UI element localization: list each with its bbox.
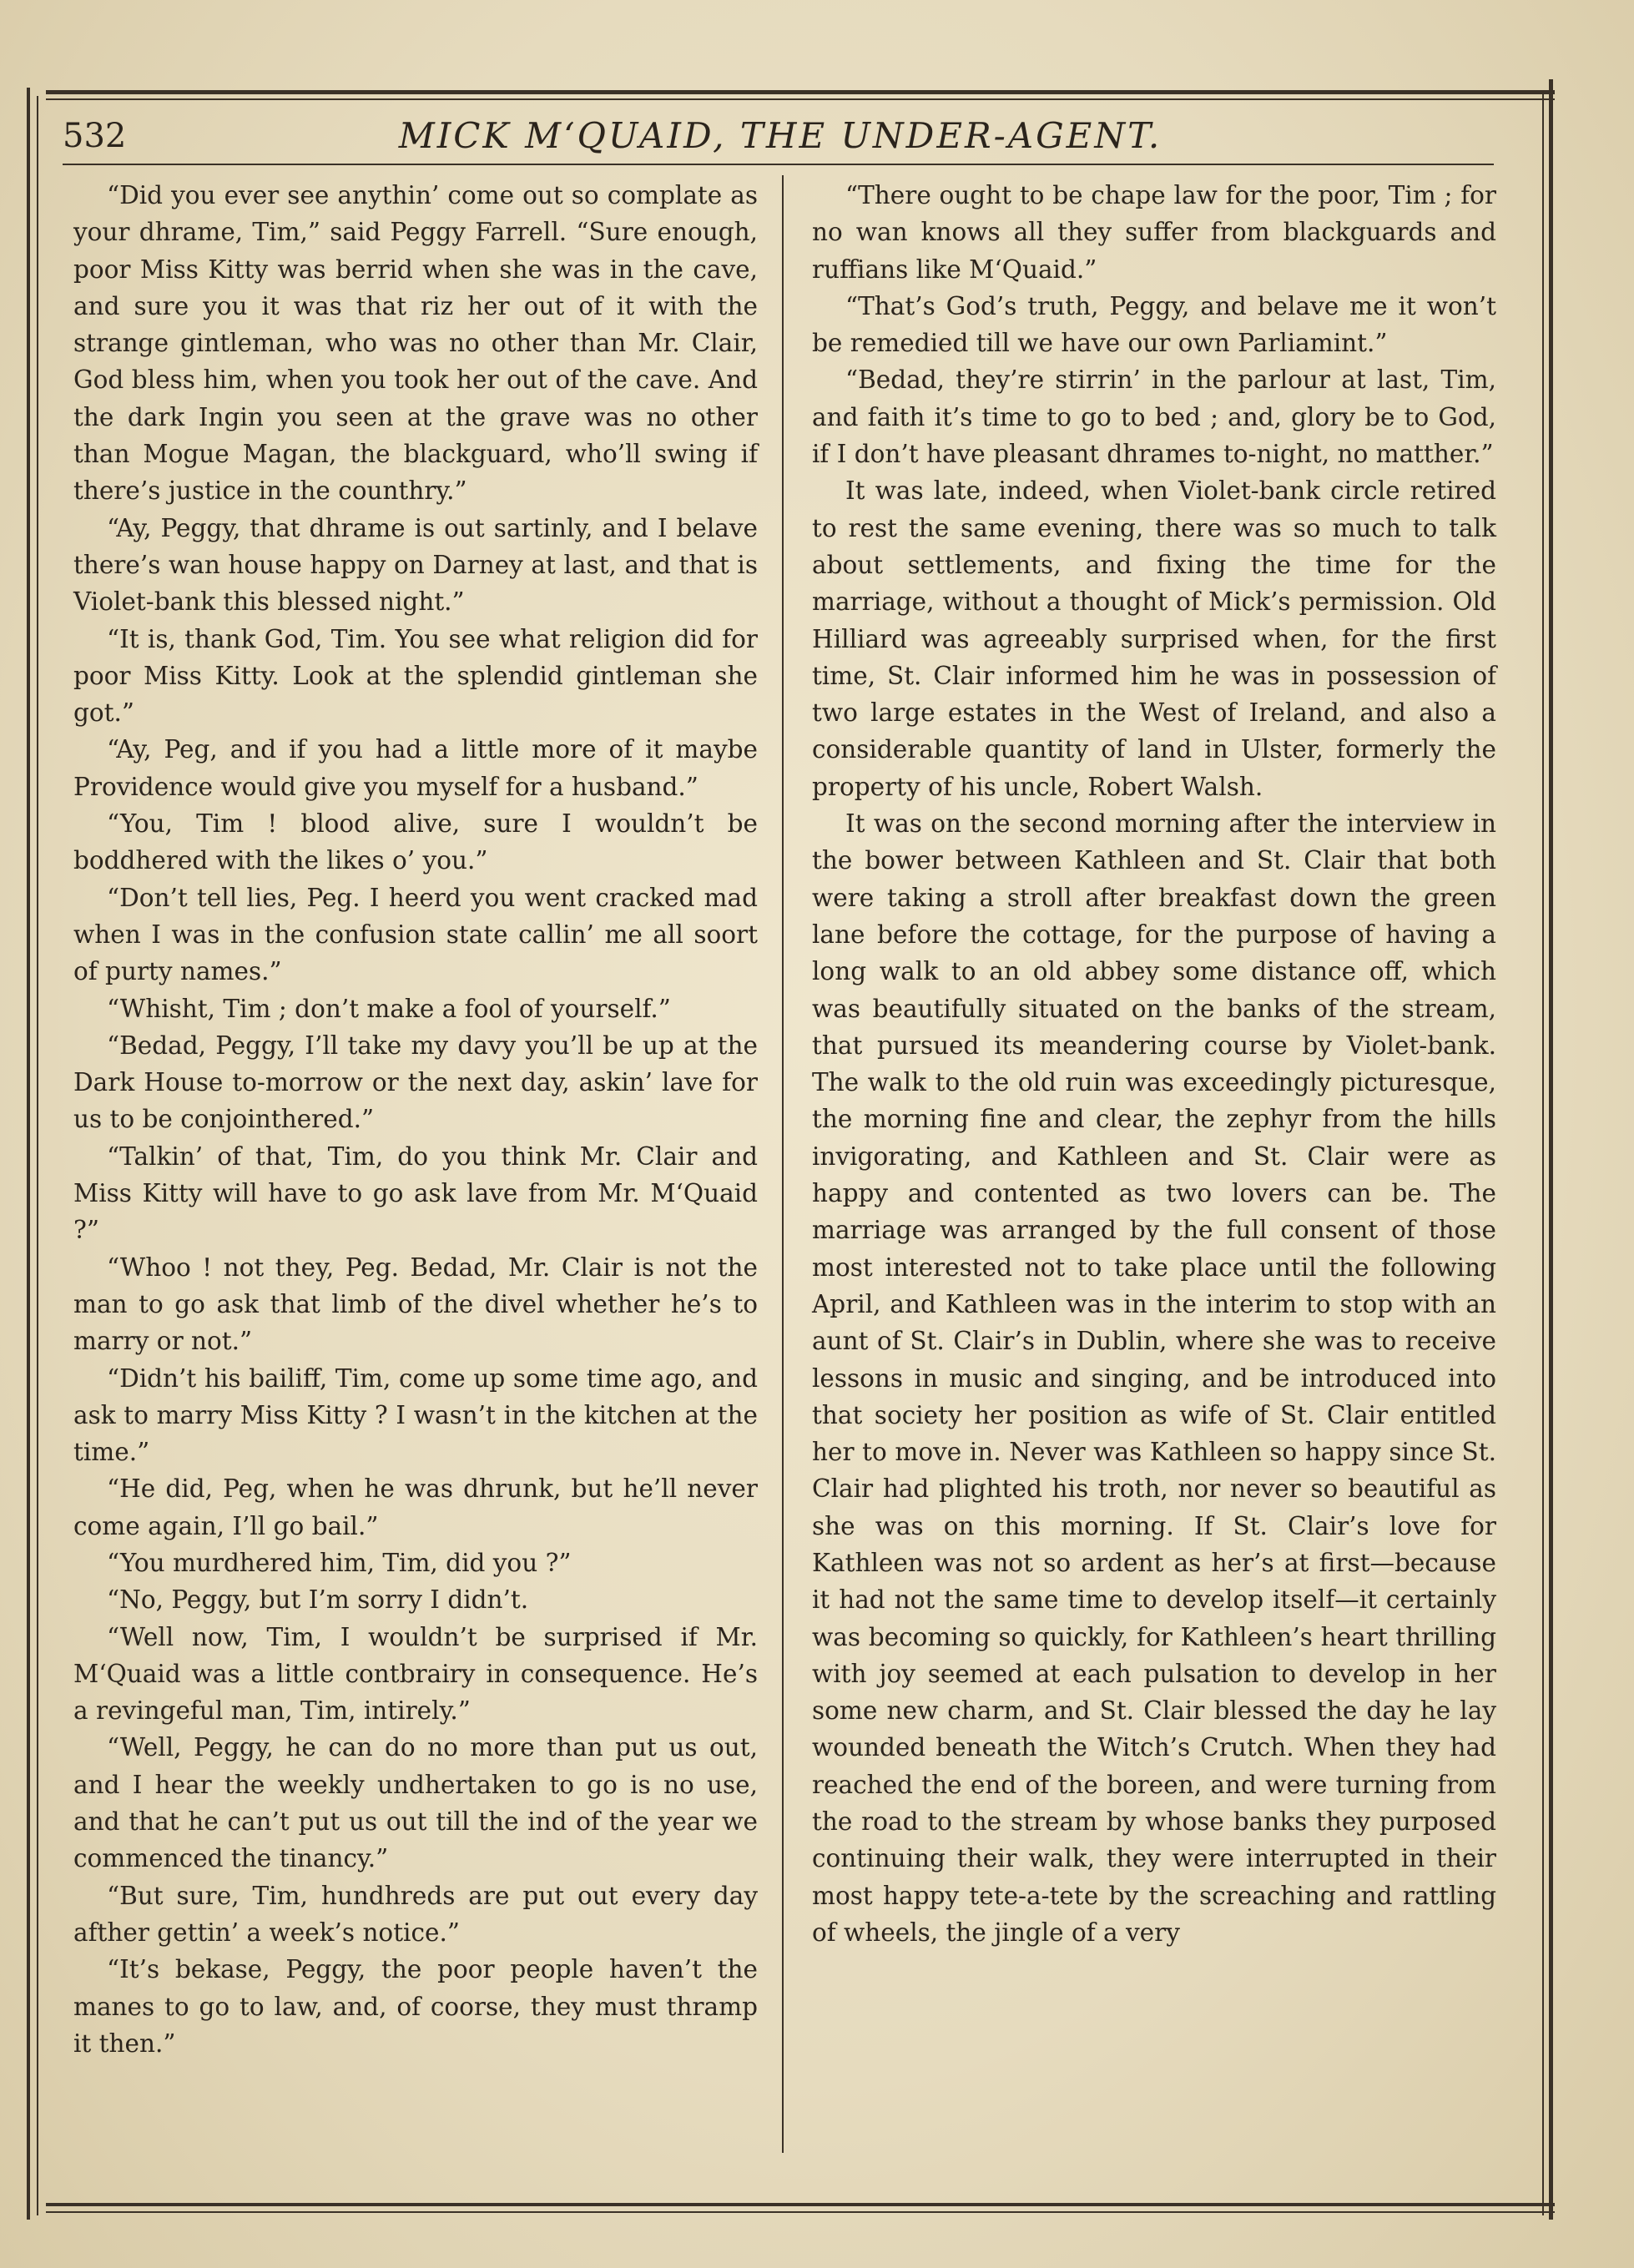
paragraph: “Ay, Peggy, that dhrame is out sartinly, and I belave there’s wan house happy on Darney at last, and that is Violet-bank this blessed night.” — [73, 513, 758, 617]
paragraph: “Bedad, they’re stirrin’ in the parlour at last, Tim, and faith it’s time to go to bed ; and, glory be to God, if I don’t have pleasant dhrames to-night, no matther.” — [812, 365, 1496, 469]
paragraph: “He did, Peg, when he was dhrunk, but he’ll never come again, I’ll go bail.” — [73, 1474, 758, 1540]
paragraph: “Bedad, Peggy, I’ll take my davy you’ll be up at the Dark House to-morrow or the next day, askin’ lave for us to be conjointhered.” — [73, 1031, 758, 1134]
paragraph: “Well now, Tim, I wouldn’t be surprised if Mr. M‘Quaid was a little contbrairy in consequence. He’s a revingeful man, Tim, intirely.” — [73, 1622, 758, 1726]
paragraph: “Didn’t his bailiff, Tim, come up some time ago, and ask to marry Miss Kitty ? I wasn’t in the kitchen at the time.” — [73, 1363, 758, 1467]
left-border-rule-thin — [37, 96, 38, 2215]
column-divider — [782, 175, 784, 2153]
paragraph: “It’s bekase, Peggy, the poor people haven’t the manes to go to law, and, of coorse, they must thramp it then.” — [73, 1955, 758, 2058]
left-column — [73, 177, 758, 2062]
bottom-border-rule-thin — [46, 2211, 1555, 2213]
paragraph: “But sure, Tim, hundhreds are put out every day afther gettin’ a week’s notice.” — [73, 1881, 758, 1947]
paragraph: “Ay, Peg, and if you had a little more of it maybe Providence would give you myself for a husband.” — [73, 735, 758, 801]
paragraph: It was late, indeed, when Violet-bank circle retired to rest the same evening, there was so much to talk about settlements, and fixing the time for the marriage, without a thought of Mick’s permission. Old Hilliard was agreeably surprised when, for the first time, St. Clair informed him he was in possession of two large estates in the West of Ireland, and also a considerable quantity of land in Ulster, formerly the property of his uncle, Robert Walsh. — [812, 476, 1496, 801]
paragraph: “Did you ever see anythin’ come out so complate as your dhrame, Tim,” said Peggy Farrell. “Sure enough, poor Miss Kitty was berrid when she was in the cave, and sure you it was that riz her out of it with the strange gintleman, who was no other than Mr. Clair, God bless him, when you took her out of the cave. And the dark Ingin you seen at the grave was no other than Mogue Magan, the blackguard, who’ll swing if there’s justice in the counthry.” — [73, 181, 758, 506]
top-border-rule — [46, 90, 1555, 94]
page-number: 532 — [63, 117, 127, 155]
paragraph: “Talkin’ of that, Tim, do you think Mr. Clair and Miss Kitty will have to go ask lave from Mr. M‘Quaid ?” — [73, 1142, 758, 1245]
paragraph: “There ought to be chape law for the poor, Tim ; for no wan knows all they suffer from blackguards and ruffians like M‘Quaid.” — [812, 181, 1496, 284]
running-title: MICK M‘QUAID, THE UNDER-AGENT. — [398, 115, 1162, 156]
right-border-rule-thin — [1542, 92, 1544, 2215]
paragraph: It was on the second morning after the interview in the bower between Kathleen and St. Clair that both were taking a stroll after breakfast down the green lane before the cottage, for the purpose of having a long walk to an old abbey some distance off, which was beautifully situated on the banks of the stream, that pursued its meandering course by Violet-bank. The walk to the old ruin was exceedingly picturesque, the morning fine and clear, the zephyr from the hills invigorating, and Kathleen and St. Clair were as happy and contented as two lovers can be. The marriage was arranged by the full consent of those most interested not to take place until the following April, and Kathleen was in the interim to stop with an aunt of St. Clair’s in Dublin, where she was to receive lessons in music and singing, and be introduced into that society her position as wife of St. Clair entitled her to move in. Never was Kathleen so happy since St. Clair had plighted his troth, nor never so beautiful as she was on this morning. If St. Clair’s love for Kathleen was not so ardent as her’s at first—because it had not the same time to develop itself—it certainly was becoming so quickly, for Kathleen’s heart thrilling with joy seemed at each pulsation to develop in her some new charm, and St. Clair blessed the day he lay wounded beneath the Witch’s Crutch. When they had reached the end of the boreen, and were turning from the road to the stream by whose banks they purposed continuing their walk, they were interrupted in their most happy tete-a-tete by the screaching and rattling of wheels, the jingle of a very — [812, 809, 1496, 1947]
right-border-rule — [1549, 79, 1553, 2220]
header-rule — [63, 164, 1494, 165]
paragraph: “No, Peggy, but I’m sorry I didn’t. — [107, 1585, 529, 1615]
paragraph: “You, Tim ! blood alive, sure I wouldn’t be boddhered with the likes o’ you.” — [73, 809, 758, 875]
paragraph: “That’s God’s truth, Peggy, and belave me it won’t be remedied till we have our own Parliamint.” — [812, 291, 1496, 358]
right-column — [812, 177, 1496, 1951]
page-header — [63, 107, 1498, 157]
top-border-rule-thin — [46, 98, 1555, 100]
paragraph: “Don’t tell lies, Peg. I heerd you went cracked mad when I was in the confusion state callin’ me all soort of purty names.” — [73, 883, 758, 986]
paragraph: “Whoo ! not they, Peg. Bedad, Mr. Clair is not the man to go ask that limb of the divel whether he’s to marry or not.” — [73, 1252, 758, 1356]
left-border-rule — [27, 88, 30, 2220]
bottom-border-rule — [46, 2203, 1555, 2206]
paragraph: “It is, thank God, Tim. You see what religion did for poor Miss Kitty. Look at the splendid gintleman she got.” — [73, 624, 758, 728]
paragraph: “Well, Peggy, he can do no more than put us out, and I hear the weekly undhertaken to go is no use, and that he can’t put us out till the ind of the year we commenced the tinancy.” — [73, 1733, 758, 1873]
paragraph: “You murdhered him, Tim, did you ?” — [107, 1548, 572, 1577]
paragraph: “Whisht, Tim ; don’t make a fool of yourself.” — [107, 994, 671, 1023]
